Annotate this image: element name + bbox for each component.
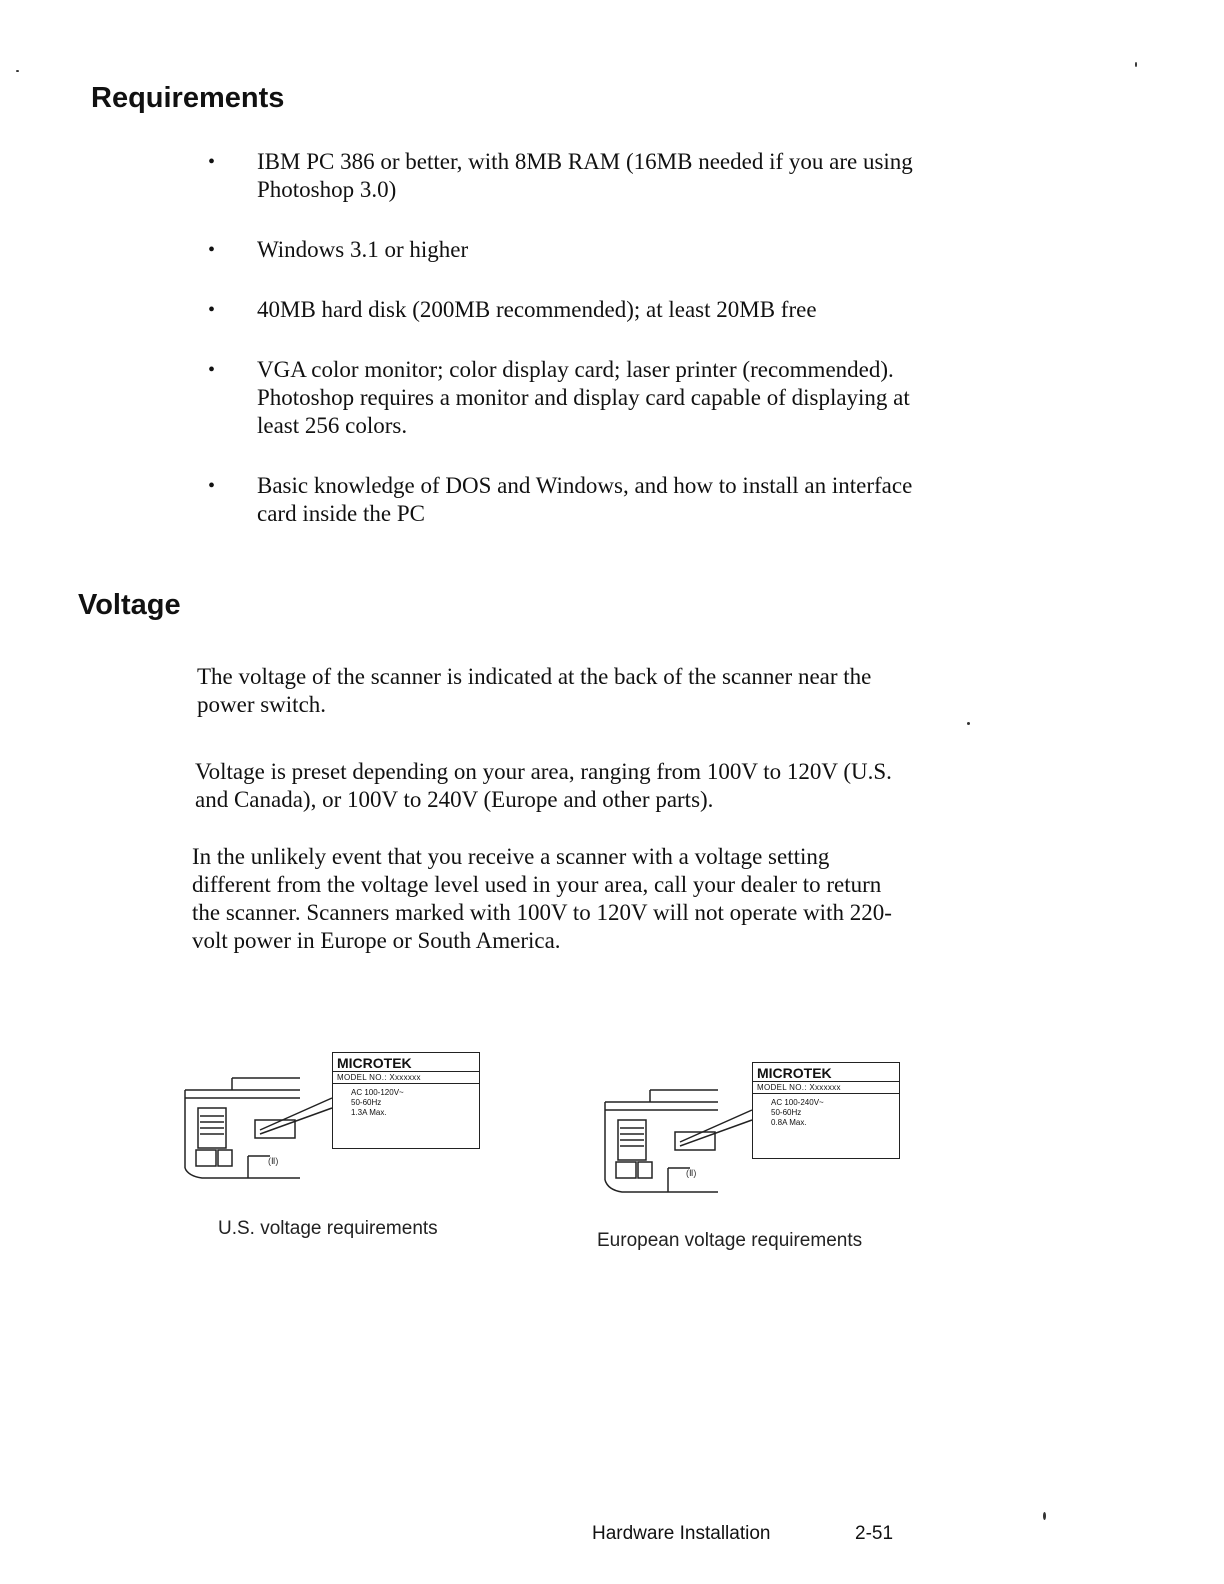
voltage-paragraph-location: The voltage of the scanner is indicated at the back of the scanner near the power switch. [197, 664, 872, 717]
bullet-icon: • [208, 239, 216, 261]
us-voltage-figure [180, 1050, 490, 1185]
footer-page-number: 2-51 [855, 1523, 894, 1544]
requirement-text: VGA color monitor; color display card; laser printer (recommended). Photoshop requires a monitor and display card capable of displaying at least 256 colors. [257, 357, 910, 438]
eu-voltage-figure [600, 1060, 910, 1200]
us-rating-label [332, 1052, 480, 1149]
requirements-heading: Requirements [91, 82, 285, 114]
bullet-icon: • [208, 475, 216, 497]
eu-label-freq: 50-60Hz [771, 1108, 802, 1117]
eu-label-current: 0.8A Max. [771, 1118, 807, 1127]
requirements-list [200, 148, 930, 560]
eu-label-brand: MICROTEK [753, 1063, 899, 1082]
svg-text:(Ⅱ): (Ⅱ) [268, 1156, 279, 1166]
eu-rating-label [752, 1062, 900, 1159]
us-label-freq: 50-60Hz [351, 1098, 382, 1107]
eu-label-ac: AC 100-240V~ [771, 1098, 824, 1107]
us-label-ac: AC 100-120V~ [351, 1088, 404, 1097]
eu-label-model: MODEL NO.: Xxxxxxx [753, 1082, 899, 1094]
us-label-model: MODEL NO.: Xxxxxxx [333, 1072, 479, 1084]
voltage-paragraph-warning: In the unlikely event that you receive a scanner with a voltage setting different from the voltage level used in your area, call your dealer to return the scanner. Scanners marked with 100V to 120V will not operate with 220-volt power in Europe or South America. [192, 844, 892, 953]
requirement-item [200, 296, 930, 324]
footer-section-title: Hardware Installation [592, 1523, 771, 1544]
voltage-paragraph-range: Voltage is preset depending on your area, ranging from 100V to 120V (U.S. and Canada), or 100V to 240V (Europe and other parts). [195, 759, 892, 812]
bullet-icon: • [208, 359, 216, 381]
requirement-item [200, 236, 930, 264]
bullet-icon: • [208, 299, 216, 321]
requirement-text: Basic knowledge of DOS and Windows, and how to install an interface card inside the PC [257, 473, 913, 526]
scan-speck [1043, 1512, 1046, 1520]
requirement-item [200, 356, 930, 440]
voltage-heading: Voltage [78, 589, 181, 621]
svg-text:(Ⅱ): (Ⅱ) [686, 1168, 697, 1178]
requirement-text: Windows 3.1 or higher [257, 237, 469, 262]
eu-figure-caption: European voltage requirements [597, 1230, 863, 1251]
us-label-brand: MICROTEK [333, 1053, 479, 1072]
requirement-item [200, 148, 930, 204]
requirement-text: 40MB hard disk (200MB recommended); at least 20MB free [257, 297, 817, 322]
us-figure-caption: U.S. voltage requirements [218, 1218, 438, 1239]
requirement-item [200, 472, 930, 528]
bullet-icon: • [208, 151, 216, 173]
scan-speck [16, 70, 19, 72]
us-label-current: 1.3A Max. [351, 1108, 387, 1117]
scan-speck [1135, 62, 1137, 67]
requirement-text: IBM PC 386 or better, with 8MB RAM (16MB needed if you are using Photoshop 3.0) [257, 149, 913, 202]
scan-speck [967, 722, 970, 725]
